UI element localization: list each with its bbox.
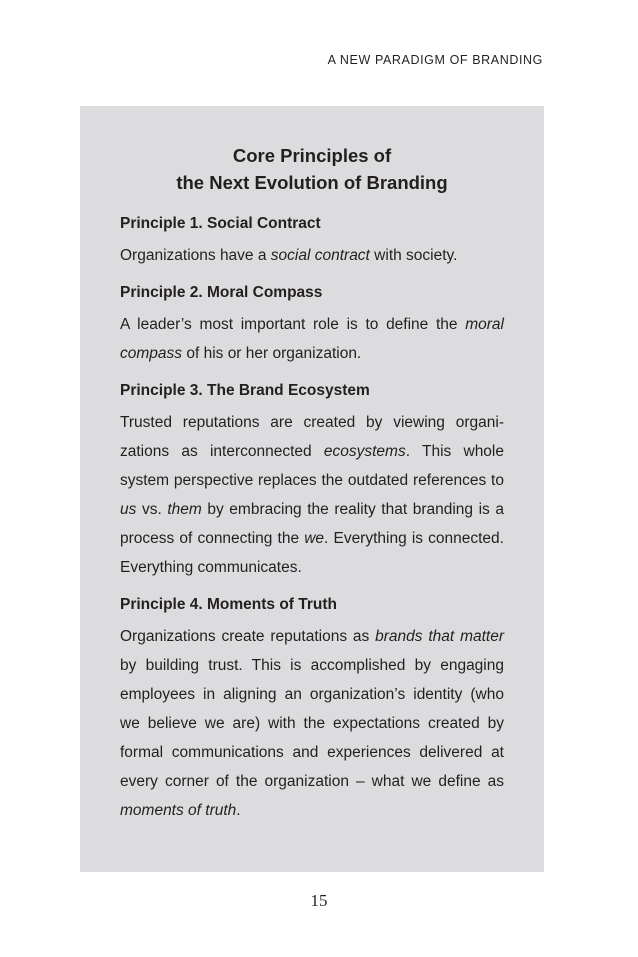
emphasis: social contract <box>270 247 370 264</box>
principle-4 <box>120 594 504 825</box>
principle-body: Organizations create reputations as brands that matter by building trust. This is accomplished by engaging employees in aligning an organization’s identity (who we believe we are) with the expectations created by formal communications and experiences delivered at every corner of the organization – what we define as moments of truth. <box>120 628 504 819</box>
principle-3 <box>120 380 504 582</box>
emphasis: them <box>167 501 202 518</box>
emphasis: us <box>120 501 137 518</box>
principle-body: A leader’s most important role is to define the moral compass of his or her organization. <box>120 316 504 362</box>
emphasis: moments of truth <box>120 802 237 819</box>
box-title-line-2: the Next Evolution of Branding <box>176 172 448 193</box>
principle-heading: Principle 2. Moral Compass <box>120 284 323 301</box>
emphasis: ecosystems <box>323 443 406 460</box>
emphasis: moral compass <box>120 316 504 362</box>
box-title <box>120 142 504 196</box>
page-number: 15 <box>310 891 328 910</box>
box-title-line-1: Core Principles of <box>232 145 392 166</box>
principle-body: Organizations have a social contract with society. <box>120 247 458 264</box>
emphasis: brands that matter <box>375 628 504 645</box>
principle-heading: Principle 1. Social Contract <box>120 215 321 232</box>
principle-2 <box>120 282 504 368</box>
principles-box <box>80 106 544 872</box>
principle-body: Trusted reputations are created by viewing organizations as interconnected ecosystems. This whole system perspective replaces the outdated references to us vs. them by embracing the reality that branding is a process of connecting the we. Everything is connected. Everything communicates. <box>120 414 504 576</box>
running-head: A NEW PARADIGM OF BRANDING <box>327 53 543 67</box>
emphasis: we <box>304 530 325 547</box>
principle-heading: Principle 3. The Brand Ecosystem <box>120 382 370 399</box>
principle-heading: Principle 4. Moments of Truth <box>120 596 338 613</box>
principle-1 <box>120 213 504 270</box>
